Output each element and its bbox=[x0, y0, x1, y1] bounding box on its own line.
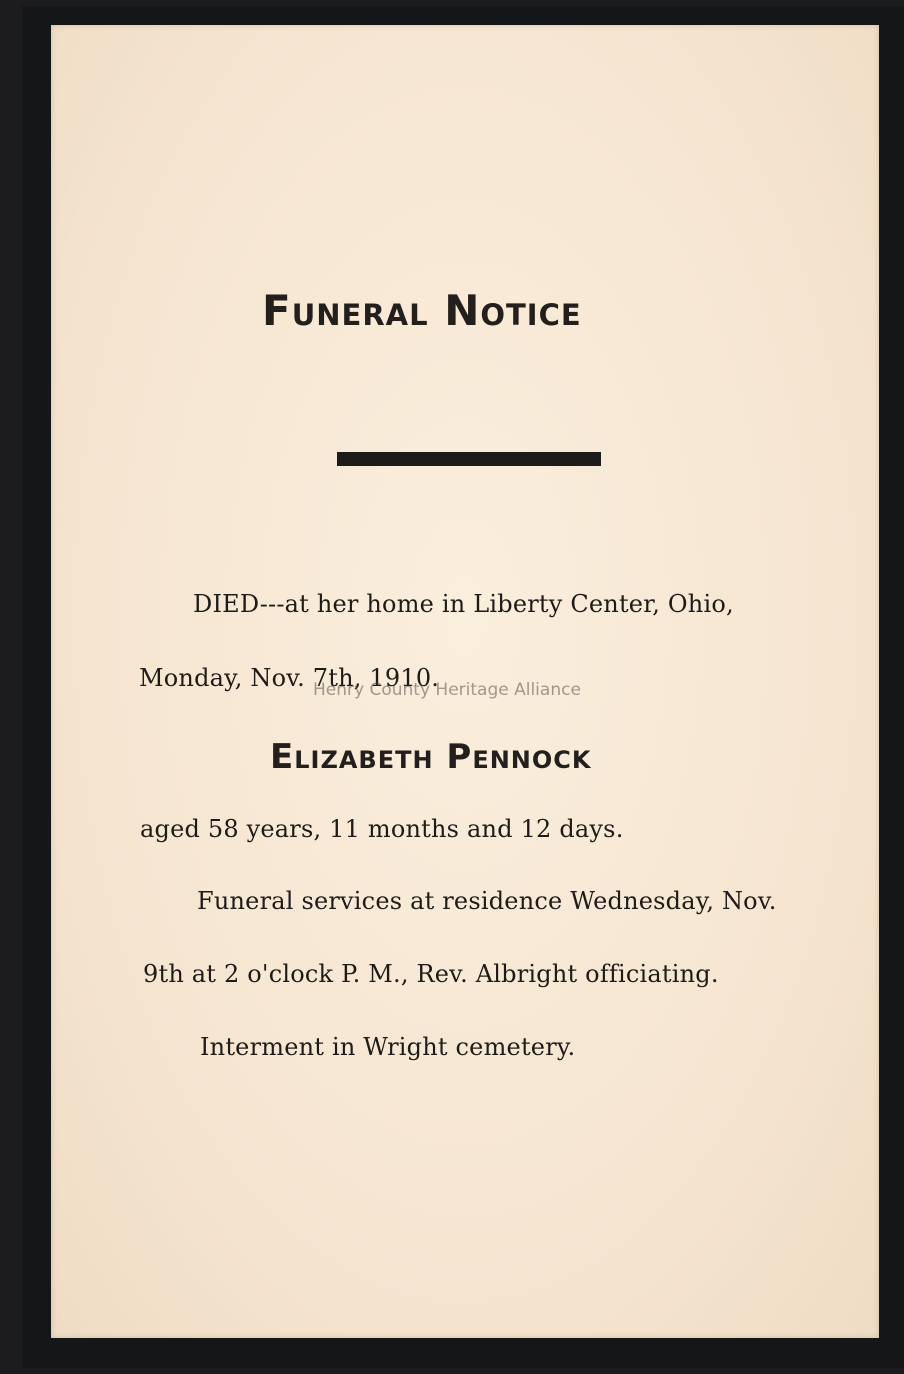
services-line: Funeral services at residence Wednesday, Nov. bbox=[197, 887, 777, 915]
age-line: aged 58 years, 11 months and 12 days. bbox=[140, 815, 624, 843]
died-line: DIED---at her home in Liberty Center, Ohio, bbox=[193, 590, 734, 618]
mourning-rule-divider bbox=[337, 452, 601, 466]
time-line: 9th at 2 o'clock P. M., Rev. Albright officiating. bbox=[143, 960, 719, 988]
watermark: Henry County Heritage Alliance bbox=[313, 680, 581, 700]
date-line: Monday, Nov. 7th, 1910. bbox=[139, 664, 440, 692]
notice-title: Funeral Notice bbox=[262, 286, 582, 335]
interment-line: Interment in Wright cemetery. bbox=[200, 1033, 576, 1061]
deceased-name: Elizabeth Pennock bbox=[270, 737, 592, 777]
